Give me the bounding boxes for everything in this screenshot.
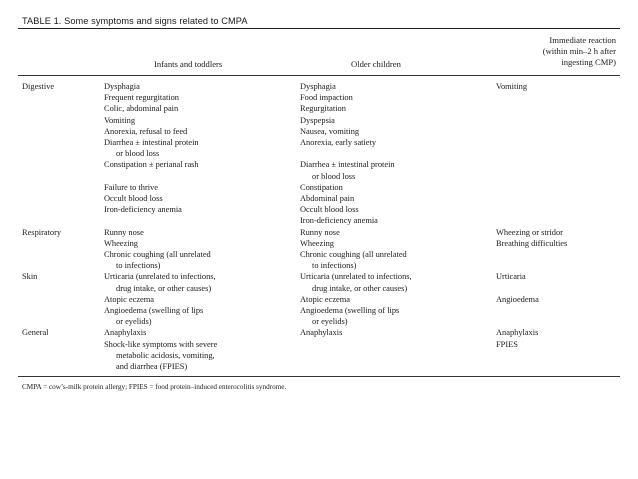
cell-older: Wheezing [300,238,334,248]
cell-older: or eyelids) [312,317,348,327]
cell-immediate: Angioedema [496,294,539,304]
cell-older: Iron-deficiency anemia [300,216,378,226]
cell-older: or blood loss [312,171,356,181]
cell-older: Angioedema (swelling of lips [300,306,400,316]
spacer [104,171,300,182]
section-digestive [18,81,620,227]
spacer [300,148,496,159]
cell-older: Dysphagia [300,82,336,91]
header-infants: Infants and toddlers [154,59,223,69]
cell-infants: to infections) [116,261,161,271]
cell-older: Anaphylaxis [300,328,343,338]
column-older [300,81,496,227]
cell-infants: Anorexia, refusal to feed [104,126,188,136]
cell-infants: metabolic acidosis, vomiting, [116,350,215,360]
cell-older: Dyspepsia [300,115,335,125]
cell-older: to infections) [312,261,357,271]
cell-older: Constipation [300,182,343,192]
symptoms-table [18,14,620,391]
cell-older: Atopic eczema [300,294,350,304]
spacer [104,215,300,226]
table-caption: TABLE 1. Some symptoms and signs related to CMPA [22,16,248,26]
cell-infants: Dysphagia [104,82,140,91]
cell-infants: Shock-like symptoms with severe [104,339,218,349]
header-immediate-line: Immediate reaction [549,35,616,45]
category-label: General [22,328,49,338]
cell-older: Urticaria (unrelated to infections, [300,272,412,282]
cell-immediate: Breathing difficulties [496,238,568,248]
cell-older: Regurgitation [300,104,346,114]
cell-older: Anorexia, early satiety [300,138,377,148]
column-older [300,327,496,372]
cell-infants: Diarrhea ± intestinal protein [104,138,199,148]
cell-infants: Atopic eczema [104,294,154,304]
column-infants [104,327,300,372]
column-immediate [496,327,620,372]
cell-immediate: Wheezing or stridor [496,227,563,237]
table-body [18,76,620,376]
cell-infants: Anaphylaxis [104,328,147,338]
cell-infants: Chronic coughing (all unrelated [104,250,211,260]
cell-older: drug intake, or other causes) [312,283,408,293]
header-older: Older children [351,59,401,69]
section-respiratory [18,227,620,272]
cell-infants: Angioedema (swelling of lips [104,306,204,316]
category-label: Skin [22,272,38,282]
cell-infants: Wheezing [104,238,138,248]
spacer [496,283,620,294]
header-immediate-line: (within min–2 h after [542,46,616,57]
cell-infants: Occult blood loss [104,194,163,204]
cell-older: Chronic coughing (all unrelated [300,250,407,260]
column-older [300,227,496,272]
cell-infants: or eyelids) [116,317,152,327]
column-older [300,271,496,327]
cell-infants: Constipation ± perianal rash [104,160,199,170]
cell-infants: Vomiting [104,115,136,125]
cell-infants: and diarrhea (FPIES) [116,362,188,372]
category-label: Digestive [22,82,55,91]
table-header [18,29,620,75]
cell-older: Diarrhea ± intestinal protein [300,160,395,170]
cell-infants: drug intake, or other causes) [116,283,212,293]
cell-infants: or blood loss [116,149,160,159]
category-label: Respiratory [22,227,62,237]
column-immediate [496,271,620,327]
cell-immediate: Urticaria [496,272,526,282]
cell-infants: Colic, abdominal pain [104,104,179,114]
column-infants [104,227,300,272]
section-general [18,327,620,372]
section-skin [18,271,620,327]
header-immediate [543,35,616,69]
cell-infants: Frequent regurgitation [104,93,179,103]
column-immediate [496,227,620,272]
cell-older: Nausea, vomiting [300,126,360,136]
cell-infants: Urticaria (unrelated to infections, [104,272,216,282]
cell-older: Occult blood loss [300,205,359,215]
cell-infants: Runny nose [104,227,144,237]
cell-older: Abdominal pain [300,194,355,204]
cell-immediate: Anaphylaxis [496,328,539,338]
column-infants [104,81,300,227]
cell-older: Food impaction [300,93,353,103]
cell-older: Runny nose [300,227,340,237]
header-immediate-line: ingesting CMP) [561,57,616,68]
cell-infants: Iron-deficiency anemia [104,205,182,215]
table-footnote: CMPA = cow’s-milk protein allergy; FPIES = food protein–induced enterocolitis syndrome. [22,383,287,392]
cell-infants: Failure to thrive [104,182,158,192]
column-infants [104,271,300,327]
cell-immediate: FPIES [496,339,518,349]
column-immediate [496,81,620,227]
cell-immediate: Vomiting [496,82,528,91]
